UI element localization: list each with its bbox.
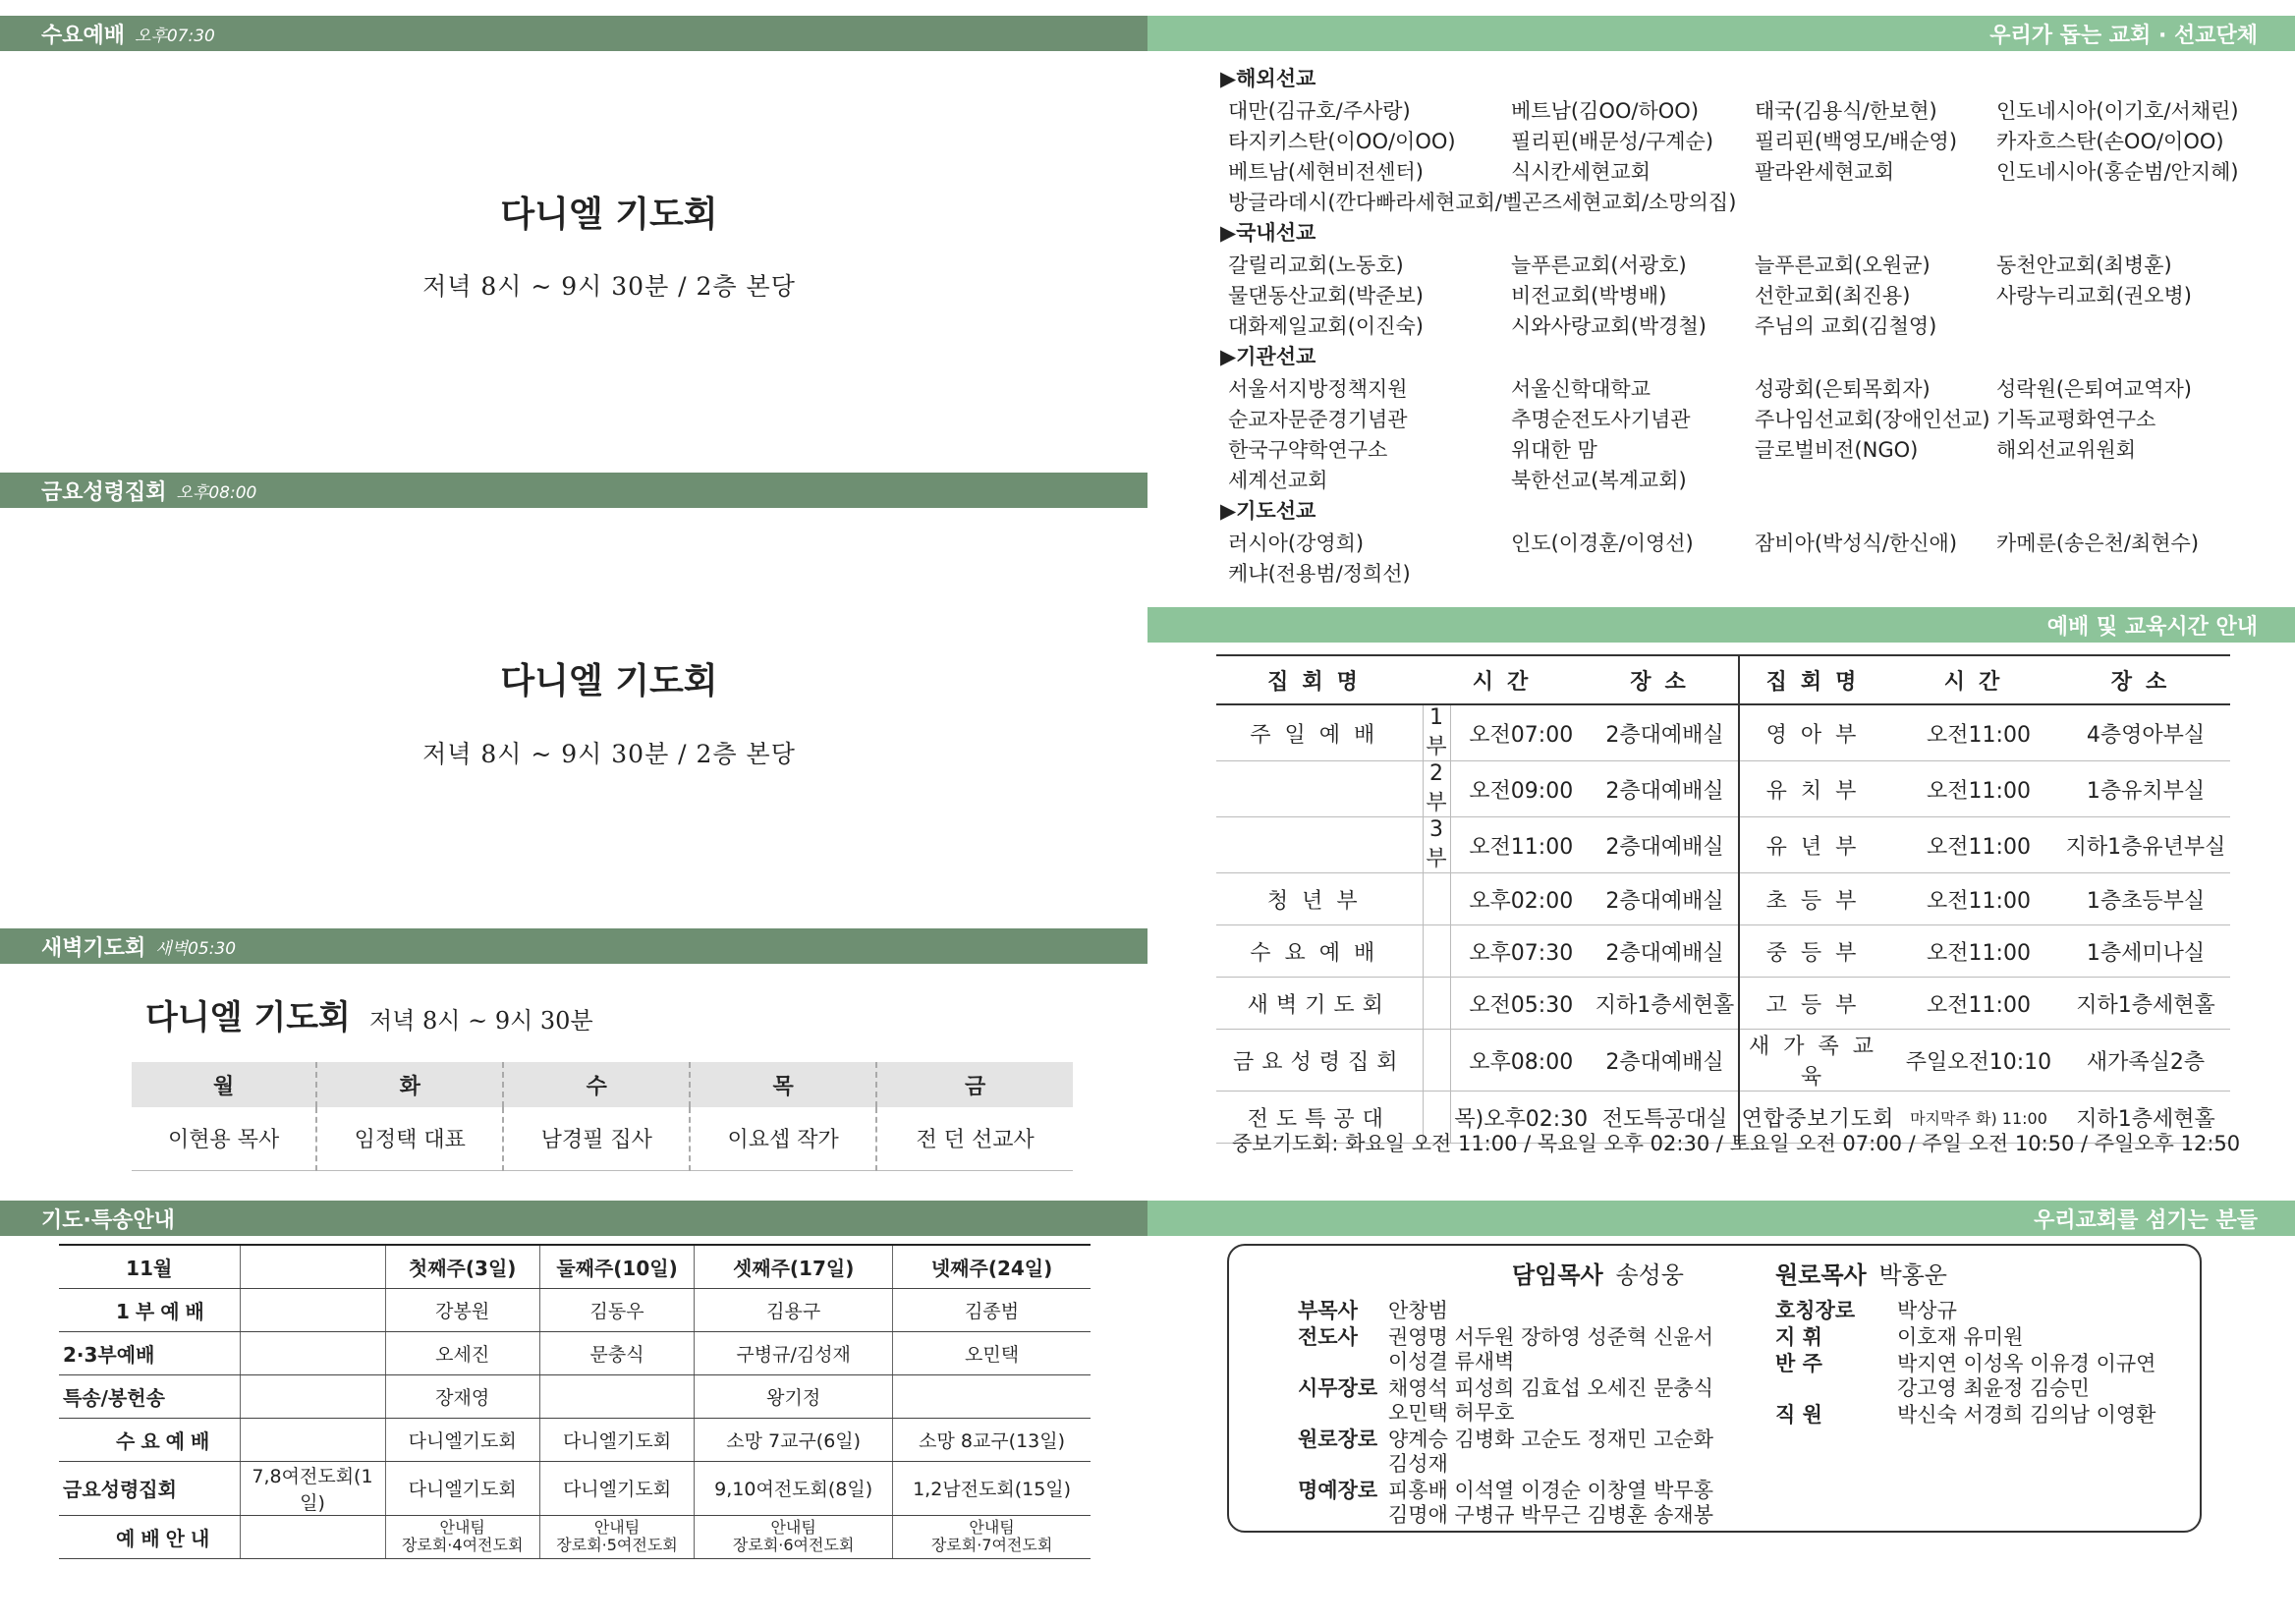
schedule-cell: 오전07:00 <box>1450 704 1592 761</box>
prayer-cell <box>240 1374 385 1418</box>
prayer-cell <box>240 1288 385 1331</box>
schedule-cell: 지하1층세현홀 <box>1592 978 1739 1030</box>
wed-time: 오후07:30 <box>135 26 215 46</box>
prayer-header-cell: 넷째주(24일) <box>893 1245 1091 1288</box>
schedule-cell: 수요예배 <box>1216 925 1423 978</box>
prayer-row <box>59 1461 1091 1515</box>
staff-names: 박신숙 서경희 김의남 이영환 <box>1897 1403 2156 1427</box>
schedule-cell: 오전11:00 <box>1896 761 2061 817</box>
prayer-cell: 왕기정 <box>695 1374 893 1418</box>
schedule-cell: 지하1층유년부실 <box>2061 817 2230 873</box>
staff-names: 이호재 유미원 <box>1897 1325 2024 1349</box>
prayer-cell: 김동우 <box>539 1288 694 1331</box>
mission-item: 기독교평화연구소 <box>1996 408 2156 431</box>
mission-item: 사랑누리교회(권오병) <box>1996 284 2192 308</box>
prayer-cell: 오세진 <box>385 1331 539 1374</box>
schedule-cell: 2층대예배실 <box>1592 1030 1739 1092</box>
schedule-cell: 오후02:00 <box>1450 873 1592 925</box>
schedule-cell: 2층대예배실 <box>1592 925 1739 978</box>
day-tue: 화 <box>316 1062 503 1107</box>
schedule-header-row <box>1216 655 2230 704</box>
schedule-header-cell: 장소 <box>1592 655 1739 704</box>
prayer-cell: 9,10여전도회(8일) <box>695 1461 893 1515</box>
staff-names: 오민택 허무호 <box>1388 1401 1515 1425</box>
mission-item: 한국구약학연구소 <box>1228 438 1388 462</box>
prayer-cell <box>240 1418 385 1461</box>
staff-header-bar <box>1148 1201 2295 1236</box>
emeritus-pastor-name: 박홍운 <box>1878 1261 1947 1289</box>
staff-names: 김명애 구병규 박무근 김병훈 송재봉 <box>1388 1503 1713 1527</box>
schedule-cell: 오전09:00 <box>1450 761 1592 817</box>
mission-group-head: ▶기도선교 <box>1220 499 1316 523</box>
dawn-event <box>145 990 593 1038</box>
mission-item: 동천안교회(최병훈) <box>1996 253 2172 277</box>
schedule-cell: 2층대예배실 <box>1592 761 1739 817</box>
schedule-header-cell: 시간 <box>1423 655 1592 704</box>
prayer-row <box>59 1288 1091 1331</box>
emeritus-pastor <box>1775 1256 1947 1290</box>
staff-role: 지 휘 <box>1775 1325 1822 1349</box>
schedule-table <box>1216 654 2230 1144</box>
mission-item: 갈릴리교회(노동호) <box>1228 253 1404 277</box>
prayer-cell: 오민택 <box>893 1331 1091 1374</box>
mission-group-head: ▶국내선교 <box>1220 221 1316 245</box>
wed-header-bar <box>0 16 1148 51</box>
schedule-cell: 오전11:00 <box>1896 873 2061 925</box>
staff-box <box>1227 1244 2202 1533</box>
schedule-cell: 2층대예배실 <box>1592 704 1739 761</box>
schedule-row <box>1216 817 2230 873</box>
fri-event-desc: 저녁 8시 ~ 9시 30분 / 2층 본당 <box>422 740 796 768</box>
staff-role: 명예장로 <box>1298 1479 1378 1502</box>
schedule-cell <box>1423 978 1450 1030</box>
senior-pastor <box>1512 1256 1684 1290</box>
prayer-row-label: 1부예배 <box>59 1288 240 1331</box>
prayer-row-label: 예배안내 <box>59 1515 240 1558</box>
fri-header-bar <box>0 473 1148 508</box>
schedule-cell <box>1216 761 1423 817</box>
prayer-header-cell: 첫째주(3일) <box>385 1245 539 1288</box>
dawn-event-title: 다니엘 기도회 <box>145 998 351 1037</box>
staff-role: 반 주 <box>1775 1352 1822 1375</box>
speaker-tue: 임정택 대표 <box>316 1107 503 1170</box>
mission-item: 태국(김용식/한보현) <box>1755 99 1937 123</box>
mission-item: 카자흐스탄(손OO/이OO) <box>1996 130 2224 153</box>
prayer-cell: 다니엘기도회 <box>539 1461 694 1515</box>
day-thu: 목 <box>690 1062 876 1107</box>
schedule-cell: 마지막주 화) 11:00 <box>1896 1092 2061 1144</box>
schedule-cell: 초등부 <box>1739 873 1896 925</box>
mission-group-head: ▶기관선교 <box>1220 345 1316 368</box>
schedule-cell: 오전11:00 <box>1896 704 2061 761</box>
mission-item: 시와사랑교회(박경철) <box>1511 314 1707 338</box>
schedule-cell: 2층대예배실 <box>1592 873 1739 925</box>
prayer-cell <box>385 1515 539 1558</box>
mission-item: 세계선교회 <box>1228 469 1328 492</box>
prayer-cell <box>893 1374 1091 1418</box>
schedule-cell: 오후08:00 <box>1450 1030 1592 1092</box>
schedule-cell: 새벽기도회 <box>1216 978 1423 1030</box>
schedule-cell: 지하1층세현홀 <box>2061 978 2230 1030</box>
mission-item: 서울서지방정책지원 <box>1228 377 1408 401</box>
prayer-row-label: 2·3부예배 <box>59 1331 240 1374</box>
mission-item: 성락원(은퇴여교역자) <box>1996 377 2192 401</box>
prayer-cell <box>893 1515 1091 1558</box>
schedule-row <box>1216 978 2230 1030</box>
dawn-time: 새벽05:30 <box>155 938 237 959</box>
prayer-header-cell: 둘째주(10일) <box>539 1245 694 1288</box>
schedule-cell: 고등부 <box>1739 978 1896 1030</box>
mission-item: 타지키스탄(이OO/이OO) <box>1228 130 1456 153</box>
schedule-cell: 전도특공대실 <box>1592 1092 1739 1144</box>
schedule-row <box>1216 1030 2230 1092</box>
prayer-header-cell <box>240 1245 385 1288</box>
schedule-cell: 1층유치부실 <box>2061 761 2230 817</box>
mission-item: 카메룬(송은천/최현수) <box>1996 532 2200 555</box>
day-mon: 월 <box>132 1062 316 1107</box>
schedule-cell: 4층영아부실 <box>2061 704 2230 761</box>
schedule-row <box>1216 873 2230 925</box>
schedule-cell <box>1216 817 1423 873</box>
schedule-header-cell: 장소 <box>2061 655 2230 704</box>
mission-item: 추명순전도사기념관 <box>1511 408 1691 431</box>
prayer-cell-line: 안내팀 <box>439 1518 485 1537</box>
prayer-cell: 김용구 <box>695 1288 893 1331</box>
mission-item: 비전교회(박병배) <box>1511 284 1667 308</box>
prayer-row-label: 특송/봉헌송 <box>59 1374 240 1418</box>
schedule-cell: 2부 <box>1423 761 1450 817</box>
schedule-cell: 지하1층세현홀 <box>2061 1092 2230 1144</box>
schedule-row <box>1216 704 2230 761</box>
prayer-cell: 1,2남전도회(15일) <box>893 1461 1091 1515</box>
schedule-cell: 새가족실2층 <box>2061 1030 2230 1092</box>
mission-item: 팔라완세현교회 <box>1755 160 1895 184</box>
schedule-cell <box>1423 1030 1450 1092</box>
fri-title: 금요성령집회 <box>41 479 167 505</box>
speaker-thu: 이요셉 작가 <box>690 1107 876 1170</box>
staff-names: 권영명 서두원 장하영 성준혁 신윤서 <box>1388 1325 1713 1349</box>
prayer-cell: 김종범 <box>893 1288 1091 1331</box>
prayer-cell: 7,8여전도회(1일) <box>240 1461 385 1515</box>
mission-item: 러시아(강영희) <box>1228 532 1365 555</box>
prayer-cell <box>240 1515 385 1558</box>
mission-item: 필리핀(백영모/배순영) <box>1755 130 1958 153</box>
mission-item: 대만(김규호/주사랑) <box>1228 99 1411 123</box>
speaker-mon: 이현용 목사 <box>132 1107 316 1170</box>
mission-item: 성광회(은퇴목회자) <box>1755 377 1931 401</box>
prayer-row <box>59 1515 1091 1558</box>
schedule-cell: 청년부 <box>1216 873 1423 925</box>
staff-title: 우리교회를 섬기는 분들 <box>2034 1207 2258 1233</box>
prayer-header-row <box>59 1245 1091 1288</box>
prayer-header-bar <box>0 1201 1148 1236</box>
schedule-cell: 유년부 <box>1739 817 1896 873</box>
schedule-header-cell: 집회명 <box>1739 655 1896 704</box>
schedule-cell: 주일오전10:10 <box>1896 1030 2061 1092</box>
prayer-cell-line: 안내팀 <box>969 1518 1015 1537</box>
mission-item: 물댄동산교회(박준보) <box>1228 284 1424 308</box>
staff-role: 시무장로 <box>1298 1376 1378 1400</box>
day-wed: 수 <box>503 1062 690 1107</box>
mission-title: 우리가 돕는 교회 · 선교단체 <box>1989 23 2258 48</box>
schedule-header-cell: 집회명 <box>1216 655 1423 704</box>
staff-names: 이성결 류새벽 <box>1388 1350 1515 1373</box>
mission-item: 북한선교(복계교회) <box>1511 469 1687 492</box>
prayer-cell: 장재영 <box>385 1374 539 1418</box>
schedule-cell: 오후07:30 <box>1450 925 1592 978</box>
dawn-header-bar <box>0 928 1148 964</box>
prayer-row <box>59 1331 1091 1374</box>
mission-header-bar <box>1148 16 2295 51</box>
prayer-row <box>59 1418 1091 1461</box>
prayer-cell-line: 안내팀 <box>593 1518 641 1537</box>
mission-item: 케냐(전용범/정희선) <box>1228 562 1411 586</box>
staff-names: 박지연 이성옥 이유경 이규연 <box>1897 1352 2156 1375</box>
schedule-cell: 오전11:00 <box>1896 925 2061 978</box>
staff-role: 전도사 <box>1298 1325 1358 1349</box>
prayer-cell <box>240 1331 385 1374</box>
prayer-row-label: 수요예배 <box>59 1418 240 1461</box>
staff-names: 안창범 <box>1388 1299 1448 1322</box>
prayer-cell: 소망 7교구(6일) <box>695 1418 893 1461</box>
prayer-cell: 다니엘기도회 <box>385 1461 539 1515</box>
emeritus-pastor-label: 원로목사 <box>1775 1261 1867 1289</box>
prayer-title: 기도·특송안내 <box>41 1207 175 1233</box>
mission-item: 잠비아(박성식/한신애) <box>1755 532 1958 555</box>
schedule-cell <box>1423 873 1450 925</box>
schedule-cell: 오전11:00 <box>1450 817 1592 873</box>
schedule-header-bar <box>1148 607 2295 643</box>
mission-item: 글로벌비전(NGO) <box>1755 438 1919 462</box>
schedule-row <box>1216 761 2230 817</box>
fri-event-title: 다니엘 기도회 <box>500 661 718 701</box>
prayer-cell <box>539 1374 694 1418</box>
schedule-cell <box>1423 925 1450 978</box>
schedule-cell: 중등부 <box>1739 925 1896 978</box>
schedule-cell: 전도특공대 <box>1216 1092 1423 1144</box>
schedule-cell: 목)오후02:30 <box>1450 1092 1592 1144</box>
mission-item: 방글라데시(깐다빠라세현교회/벨곤즈세현교회/소망의집) <box>1228 191 1737 214</box>
prayer-table <box>59 1244 1091 1559</box>
wed-event-desc: 저녁 8시 ~ 9시 30분 / 2층 본당 <box>422 272 796 301</box>
mission-item: 순교자문준경기념관 <box>1228 408 1408 431</box>
mission-item: 필리핀(배문성/구계순) <box>1511 130 1714 153</box>
mission-item: 늘푸른교회(오원균) <box>1755 253 1931 277</box>
mission-item: 베트남(세현비전센터) <box>1228 160 1424 184</box>
staff-names: 채영석 피성희 김효섭 오세진 문충식 <box>1388 1376 1713 1400</box>
mission-item: 주나임선교회(장애인선교) <box>1755 408 1990 431</box>
mission-item: 위대한 맘 <box>1511 438 1597 462</box>
dawn-event-desc: 저녁 8시 ~ 9시 30분 <box>369 1007 593 1035</box>
schedule-cell: 유치부 <box>1739 761 1896 817</box>
speaker-wed: 남경필 집사 <box>503 1107 690 1170</box>
staff-role: 부목사 <box>1298 1299 1358 1322</box>
staff-names: 강고영 최윤정 김승민 <box>1897 1376 2090 1400</box>
mission-group-head: ▶해외선교 <box>1220 67 1316 90</box>
schedule-cell: 새가족교육 <box>1739 1030 1896 1092</box>
schedule-title: 예배 및 교육시간 안내 <box>2046 614 2258 640</box>
staff-role: 호칭장로 <box>1775 1299 1856 1322</box>
staff-names: 김성재 <box>1388 1452 1448 1476</box>
mission-item: 서울신학대학교 <box>1511 377 1651 401</box>
schedule-cell: 주일예배 <box>1216 704 1423 761</box>
prayer-cell: 구병규/김성재 <box>695 1331 893 1374</box>
schedule-cell: 3부 <box>1423 817 1450 873</box>
prayer-cell-line: 장로회·5여전도회 <box>556 1536 678 1554</box>
senior-pastor-name: 송성웅 <box>1615 1261 1684 1289</box>
mission-item: 인도네시아(홍순범/안지혜) <box>1996 160 2239 184</box>
fri-time: 오후08:00 <box>176 482 257 503</box>
staff-names: 피홍배 이석열 이경순 이창열 박무홍 <box>1388 1479 1713 1502</box>
wed-event-title: 다니엘 기도회 <box>500 195 718 235</box>
day-fri: 금 <box>876 1062 1073 1107</box>
prayer-cell-line: 안내팀 <box>770 1518 816 1537</box>
staff-role: 원로장로 <box>1298 1428 1378 1451</box>
schedule-cell: 오전11:00 <box>1896 978 2061 1030</box>
schedule-cell: 1층세미나실 <box>2061 925 2230 978</box>
schedule-header-cell: 시간 <box>1896 655 2061 704</box>
staff-names: 양계승 김병화 고순도 정재민 고순화 <box>1388 1428 1713 1451</box>
prayer-cell: 다니엘기도회 <box>385 1418 539 1461</box>
schedule-cell: 오전05:30 <box>1450 978 1592 1030</box>
schedule-cell: 금요성령집회 <box>1216 1030 1423 1092</box>
prayer-cell: 다니엘기도회 <box>539 1418 694 1461</box>
prayer-cell: 강봉원 <box>385 1288 539 1331</box>
mission-item: 식시칸세현교회 <box>1511 160 1651 184</box>
schedule-cell: 1부 <box>1423 704 1450 761</box>
prayer-cell: 소망 8교구(13일) <box>893 1418 1091 1461</box>
prayer-cell <box>695 1515 893 1558</box>
mission-item: 늘푸른교회(서광호) <box>1511 253 1687 277</box>
mission-item: 해외선교위원회 <box>1996 438 2137 462</box>
mission-item: 선한교회(최진용) <box>1755 284 1911 308</box>
mission-item: 베트남(김OO/하OO) <box>1511 99 1700 123</box>
mission-item: 주님의 교회(김철영) <box>1755 314 1937 338</box>
wed-title: 수요예배 <box>41 23 126 48</box>
schedule-cell: 오전11:00 <box>1896 817 2061 873</box>
schedule-cell: 영아부 <box>1739 704 1896 761</box>
dawn-speaker-table <box>132 1062 1073 1171</box>
schedule-cell: 연합중보기도회 <box>1739 1092 1896 1144</box>
prayer-cell <box>539 1515 694 1558</box>
prayer-cell-line: 장로회·4여전도회 <box>401 1536 524 1554</box>
dawn-title: 새벽기도회 <box>41 935 146 961</box>
prayer-cell-line: 장로회·7여전도회 <box>930 1536 1053 1554</box>
staff-names: 박상규 <box>1897 1299 1957 1322</box>
schedule-row <box>1216 925 2230 978</box>
prayer-header-cell: 셋째주(17일) <box>695 1245 893 1288</box>
schedule-cell: 2층대예배실 <box>1592 817 1739 873</box>
prayer-cell: 문충식 <box>539 1331 694 1374</box>
prayer-row <box>59 1374 1091 1418</box>
staff-role: 직 원 <box>1775 1403 1822 1427</box>
mission-item: 인도(이경훈/이영선) <box>1511 532 1694 555</box>
schedule-cell: 1층초등부실 <box>2061 873 2230 925</box>
prayer-row-label: 금요성령집회 <box>59 1461 240 1515</box>
speaker-fri: 전 던 선교사 <box>876 1107 1073 1170</box>
intercession-note: 중보기도회: 화요일 오전 11:00 / 목요일 오후 02:30 / 토요일 오전 07:00 / 주일 오전 10:50 / 주일오후 12:50 <box>1232 1132 2241 1155</box>
prayer-header-cell: 11월 <box>59 1245 240 1288</box>
senior-pastor-label: 담임목사 <box>1512 1261 1603 1289</box>
prayer-cell-line: 장로회·6여전도회 <box>732 1536 855 1554</box>
mission-item: 인도네시아(이기호/서채린) <box>1996 99 2239 123</box>
mission-item: 대화제일교회(이진숙) <box>1228 314 1424 338</box>
